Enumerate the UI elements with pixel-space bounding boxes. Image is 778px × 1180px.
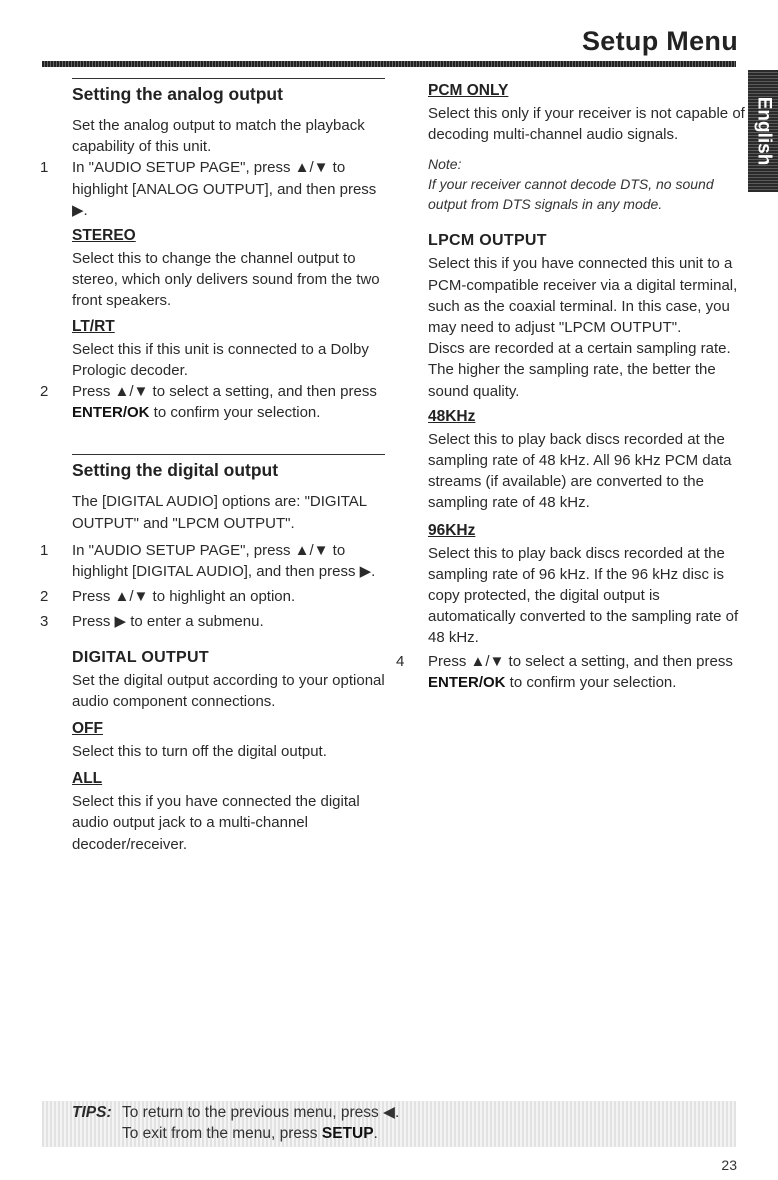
tips-text-2 [122, 1123, 736, 1144]
step-number: 1 [40, 541, 49, 559]
step-text-part: Press ▲/▼ to select a setting, and then press [72, 383, 377, 401]
left-column [40, 84, 385, 855]
tips-box [42, 1101, 736, 1147]
step-number: 2 [40, 383, 49, 401]
48khz-heading: 48KHz [428, 407, 476, 425]
step-number: 4 [396, 652, 405, 670]
pcm-only-text: Select this only if your receiver is not capable of decoding multi-channel audio signals. [428, 105, 745, 144]
digital-step-1 [40, 540, 385, 582]
step-text: In "AUDIO SETUP PAGE", press ▲/▼ to highlight [ANALOG OUTPUT], and then press ▶. [72, 159, 377, 219]
setup-key: SETUP [321, 1125, 374, 1142]
step-text: In "AUDIO SETUP PAGE", press ▲/▼ to highlight [DIGITAL AUDIO], and then press ▶. [72, 541, 376, 581]
analog-intro: Set the analog output to match the playback capability of this unit. [72, 117, 365, 156]
digital-output-heading: DIGITAL OUTPUT [72, 648, 209, 666]
digital-output-text: Set the digital output according to your optional audio component connections. [72, 671, 385, 710]
tips-text-part: To exit from the menu, press [122, 1125, 322, 1142]
lpcm-output-heading: LPCM OUTPUT [428, 232, 547, 250]
step-number: 3 [40, 613, 49, 631]
48khz-text: Select this to play back discs recorded at the sampling rate of 48 kHz. All 96 kHz PCM data streams (if available) are converted to the sampling rate of 48 kHz. [428, 430, 732, 512]
enter-ok-key: ENTER/OK [72, 404, 150, 422]
enter-ok-key: ENTER/OK [428, 673, 506, 691]
all-text: Select this if you have connected the digital audio output jack to a multi-channel decoder/receiver. [72, 793, 360, 853]
step-number: 1 [40, 159, 49, 177]
tips-label: TIPS: [72, 1104, 112, 1121]
pcm-only-heading: PCM ONLY [428, 82, 509, 99]
step-text-part: to confirm your selection. [149, 404, 321, 422]
tips-text-1: To return to the previous menu, press ◀. [122, 1104, 400, 1121]
step-text: Press ▲/▼ to highlight an option. [72, 588, 296, 606]
all-heading: ALL [72, 770, 103, 788]
digital-step-2 [40, 586, 385, 607]
analog-step-1 [40, 157, 385, 221]
digital-step-3 [40, 611, 385, 632]
96khz-text: Select this to play back discs recorded at the sampling rate of 96 kHz. If the 96 kHz disc is copy protected, the digital output is automatically converted to the sampling rate of 48 kHz. [428, 544, 739, 647]
page-title: Setup Menu [582, 26, 738, 56]
lpcm-output-text: Select this if you have connected this unit to a PCM-compatible receiver via a digital terminal, such as the coaxial terminal. In this case, you may need to adjust "LPCM OUTPUT". [428, 255, 738, 337]
96khz-heading: 96KHz [428, 521, 476, 539]
tips-line-1 [72, 1102, 736, 1123]
note-label: Note: [428, 156, 462, 173]
tips-text-part: . [373, 1125, 378, 1142]
stereo-text: Select this to change the channel output to stereo, which only delivers sound from the two front speakers. [72, 250, 380, 310]
right-column [396, 80, 748, 693]
off-text: Select this to turn off the digital output. [72, 743, 327, 761]
step-number: 2 [40, 588, 49, 606]
step-text-part: to confirm your selection. [505, 673, 677, 691]
step-4 [396, 651, 748, 693]
digital-section-title: Setting the digital output [40, 460, 385, 485]
page-number: 23 [721, 1157, 737, 1173]
off-heading: OFF [72, 720, 103, 738]
language-tab-label: English [753, 96, 774, 166]
ltrt-heading: LT/RT [72, 317, 115, 335]
language-tab [748, 70, 778, 192]
header-rule [42, 61, 736, 67]
stereo-heading: STEREO [72, 227, 136, 245]
step-text: Press ▶ to enter a submenu. [72, 613, 264, 631]
note-text: If your receiver cannot decode DTS, no sound output from DTS signals in any mode. [428, 176, 714, 213]
digital-intro: The [DIGITAL AUDIO] options are: "DIGITAL OUTPUT" and "LPCM OUTPUT". [72, 493, 367, 532]
analog-step-2 [40, 381, 385, 423]
lpcm-output-text-2: Discs are recorded at a certain sampling rate. The higher the sampling rate, the better the sound quality. [428, 340, 731, 400]
step-text-part: Press ▲/▼ to select a setting, and then press [428, 652, 733, 670]
analog-section-title: Setting the analog output [40, 84, 385, 109]
tips-line-2 [72, 1123, 736, 1144]
step-text [72, 381, 385, 423]
step-text [428, 651, 748, 693]
ltrt-text: Select this if this unit is connected to a Dolby Prologic decoder. [72, 340, 369, 379]
